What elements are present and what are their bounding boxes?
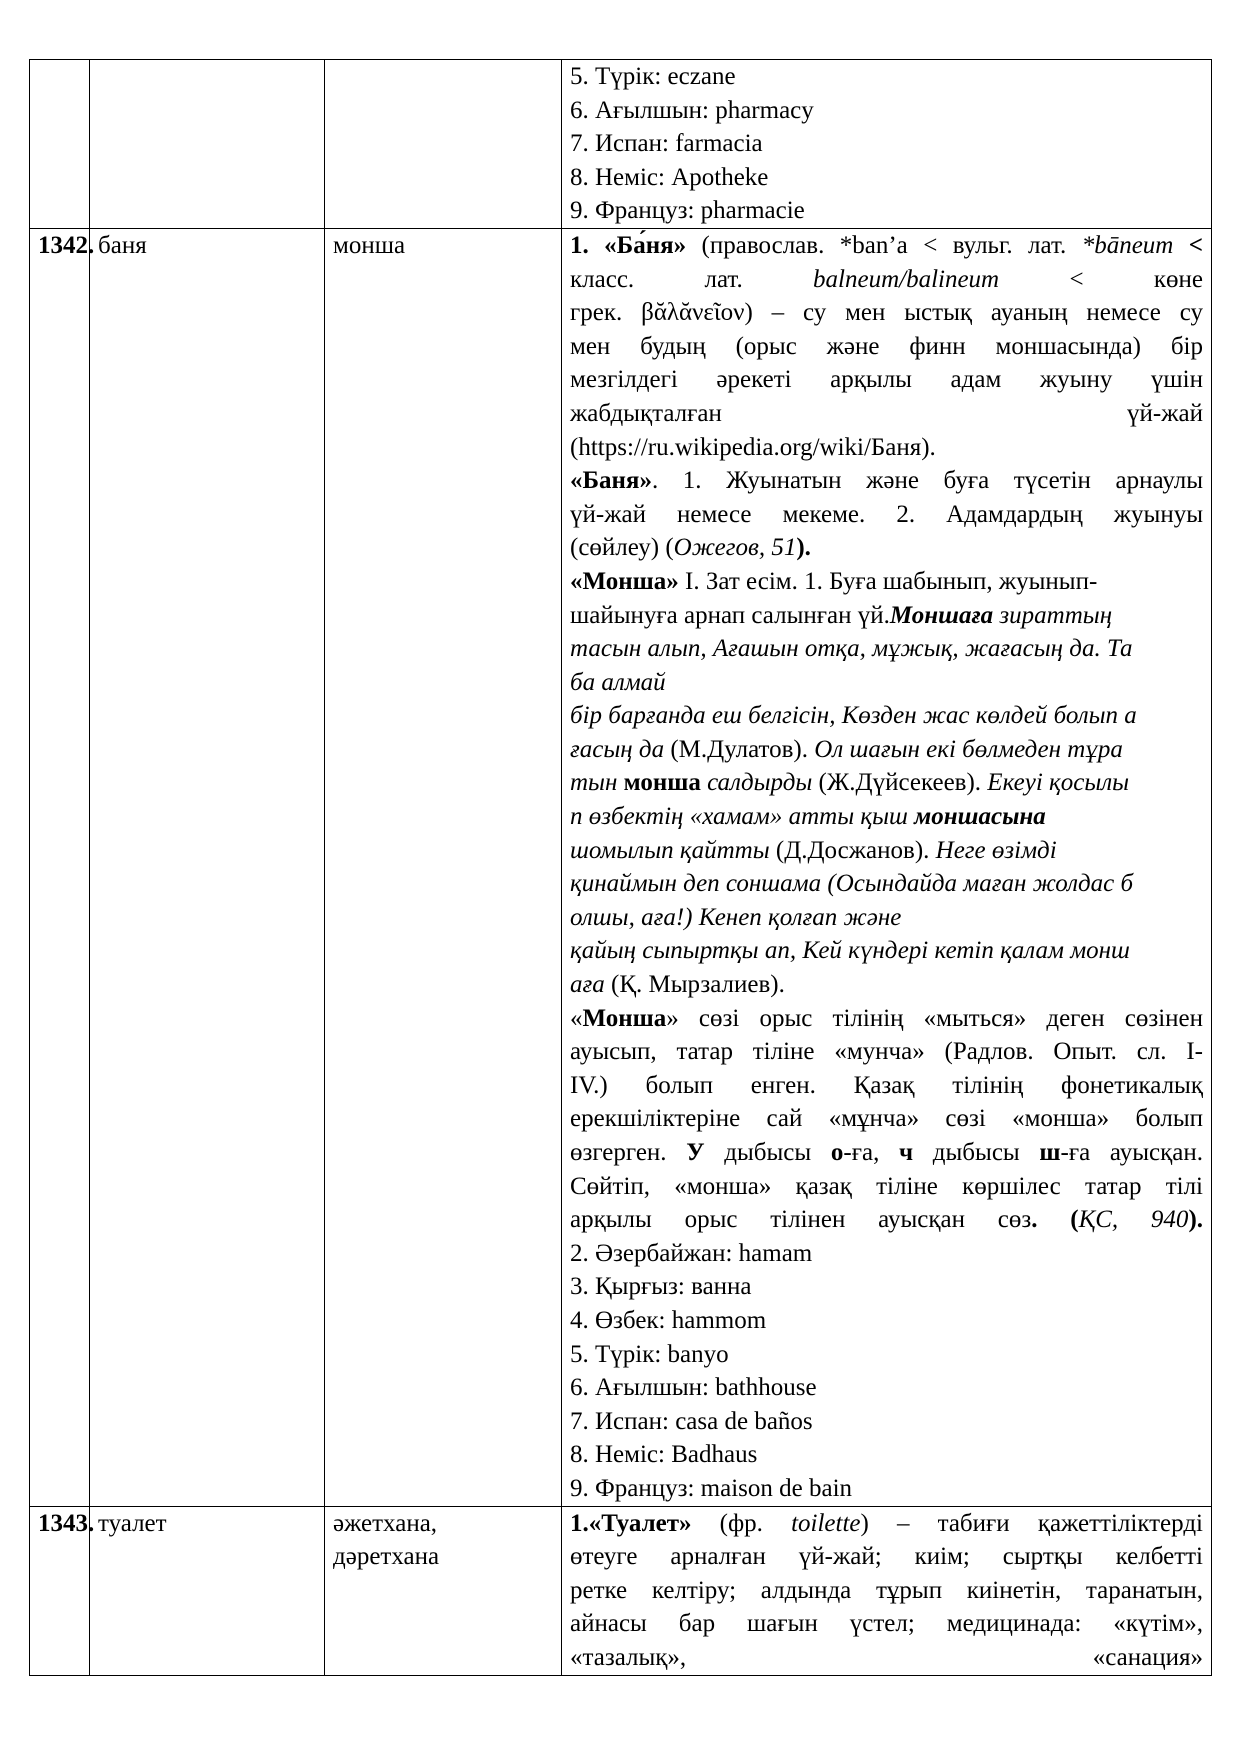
russian-term: туалет xyxy=(90,1506,325,1675)
definition-line: IV.) болып енген. Қазақ тілінің фонетикалық xyxy=(570,1071,1203,1099)
definition-line: 1.«Туалет» (фр. toilette) – табиғи қажеттіліктерді xyxy=(570,1509,1203,1537)
cell-definition-continuation xyxy=(562,60,1212,229)
definition-line: класс. лат. balneum/balineum < көне xyxy=(570,265,1203,293)
definition-line: тын монша салдырды (Ж.Дүйсекеев). Екеуі қосылы xyxy=(570,769,1130,797)
definition-line: ба алмай xyxy=(570,668,666,696)
translation-line: 2. Әзербайжан: hamam xyxy=(570,1239,813,1267)
definition-line: арқылы орыс тілінен ауысқан сөз. (ҚС, 940). xyxy=(570,1206,1204,1234)
translation-line: 3. Қырғыз: ванна xyxy=(570,1273,752,1301)
definition-line: Сөйтіп, «монша» қазақ тіліне көршілес татар тілі xyxy=(570,1172,1203,1200)
cell-definition-1343 xyxy=(562,1506,1212,1675)
definition-line: ауысып, татар тіліне «мунча» (Радлов. Опыт. сл. I- xyxy=(570,1038,1203,1066)
definition-line: қинаймын деп соншама (Осындайда маған жолдас б xyxy=(570,870,1134,898)
translation-line: 6. Ағылшын: bathhouse xyxy=(570,1374,817,1402)
definition-line: жабдықталған үй-жай xyxy=(570,399,1203,427)
translation-line: 8. Неміс: Apotheke xyxy=(570,163,769,191)
cell-russian-empty xyxy=(90,60,325,229)
definition-line: «Монша» сөзі орыс тілінің «мыться» деген сөзінен xyxy=(570,1004,1203,1032)
kazakh-term-line: әжетхана, xyxy=(333,1509,438,1537)
entry-number: 1343. xyxy=(30,1506,90,1675)
kazakh-term: монша xyxy=(325,228,562,1506)
table-row-continuation xyxy=(30,60,1212,229)
cell-number-empty xyxy=(30,60,90,229)
definition-line: «Баня». 1. Жуынатын және буға түсетін арнаулы xyxy=(570,467,1203,495)
table-row-1342 xyxy=(30,228,1212,1506)
translation-line: 6. Ағылшын: pharmacy xyxy=(570,96,814,124)
definition-line: 1. «Ба́ня» (православ. *ban’a < вульг. лат. *bāneum < xyxy=(570,231,1204,259)
dictionary-table xyxy=(29,59,1212,1676)
definition-line: өтеуге арналған үй-жай; киім; сыртқы келбетті xyxy=(570,1543,1203,1571)
definition-line: шайынуға арнап салынған үй.Моншаға зираттың xyxy=(570,601,1113,629)
definition-line: айнасы бар шағын үстел; медицинада: «күтім», xyxy=(570,1610,1203,1638)
definition-line: ғасың да (М.Дулатов). Ол шағын екі бөлмеден тұра xyxy=(570,735,1123,763)
definition-line: ретке келтіру; алдында тұрып киінетін, таранатын, xyxy=(570,1576,1203,1604)
russian-term: баня xyxy=(90,228,325,1506)
definition-line: бір барғанда еш белгісін, Көзден жас көлдей болып а xyxy=(570,702,1137,730)
definition-line: өзгерген. У дыбысы о-ға, ч дыбысы ш-ға ауысқан. xyxy=(570,1139,1203,1166)
definition-line: тасын алып, Ағашын отқа, мұжық, жағасың да. Та xyxy=(570,635,1133,663)
cell-kazakh-empty xyxy=(325,60,562,229)
definition-line: «Монша» І. Зат есім. 1. Буға шабынып, жуынып- xyxy=(570,567,1098,595)
definition-line: «тазалық», «санация» xyxy=(570,1643,1203,1671)
translation-line: 9. Француз: maison de bain xyxy=(570,1474,853,1502)
entry-number: 1342. xyxy=(30,228,90,1506)
definition-line: үй-жай немесе мекеме. 2. Адамдардың жуынуы xyxy=(570,500,1203,528)
translation-line: 7. Испан: casa de baños xyxy=(570,1407,813,1435)
definition-line: аға (Қ. Мырзалиев). xyxy=(570,971,785,999)
translation-line: 8. Неміс: Badhaus xyxy=(570,1441,758,1469)
definition-line: қайың сыпыртқы ап, Кей күндері кетіп қалам монш xyxy=(570,937,1130,965)
translation-line: 5. Түрік: eczane xyxy=(570,63,736,90)
kazakh-term-line: дәретхана xyxy=(333,1543,440,1571)
table-row-1343 xyxy=(30,1506,1212,1675)
kazakh-term xyxy=(325,1506,562,1675)
definition-line: мезгілдегі әрекеті арқылы адам жуыну үшін xyxy=(570,366,1203,394)
definition-line: (https://ru.wikipedia.org/wiki/Баня). xyxy=(570,433,936,461)
definition-line: шомылып қайтты (Д.Досжанов). Неге өзімді xyxy=(570,836,1057,864)
definition-line: мен будың (орыс және финн моншасында) бір xyxy=(570,332,1203,360)
definition-line: олшы, аға!) Кенеп қолғап және xyxy=(570,903,902,931)
definition-line: (сөйлеу) (Ожегов, 51). xyxy=(570,534,811,562)
definition-line: грек. βᾰλᾰνεῖον) – су мен ыстық ауаның немесе су xyxy=(570,299,1203,327)
translation-line: 4. Өзбек: hammom xyxy=(570,1306,767,1334)
cell-definition-1342 xyxy=(562,228,1212,1506)
translation-line: 9. Француз: pharmacie xyxy=(570,197,805,225)
definition-line: ерекшіліктеріне сай «мұнча» сөзі «монша» болып xyxy=(570,1105,1203,1133)
translation-line: 7. Испан: farmacia xyxy=(570,130,763,158)
definition-line: п өзбектің «хамам» атты қыш моншасына xyxy=(570,803,1046,831)
translation-line: 5. Түрік: banyo xyxy=(570,1340,729,1368)
